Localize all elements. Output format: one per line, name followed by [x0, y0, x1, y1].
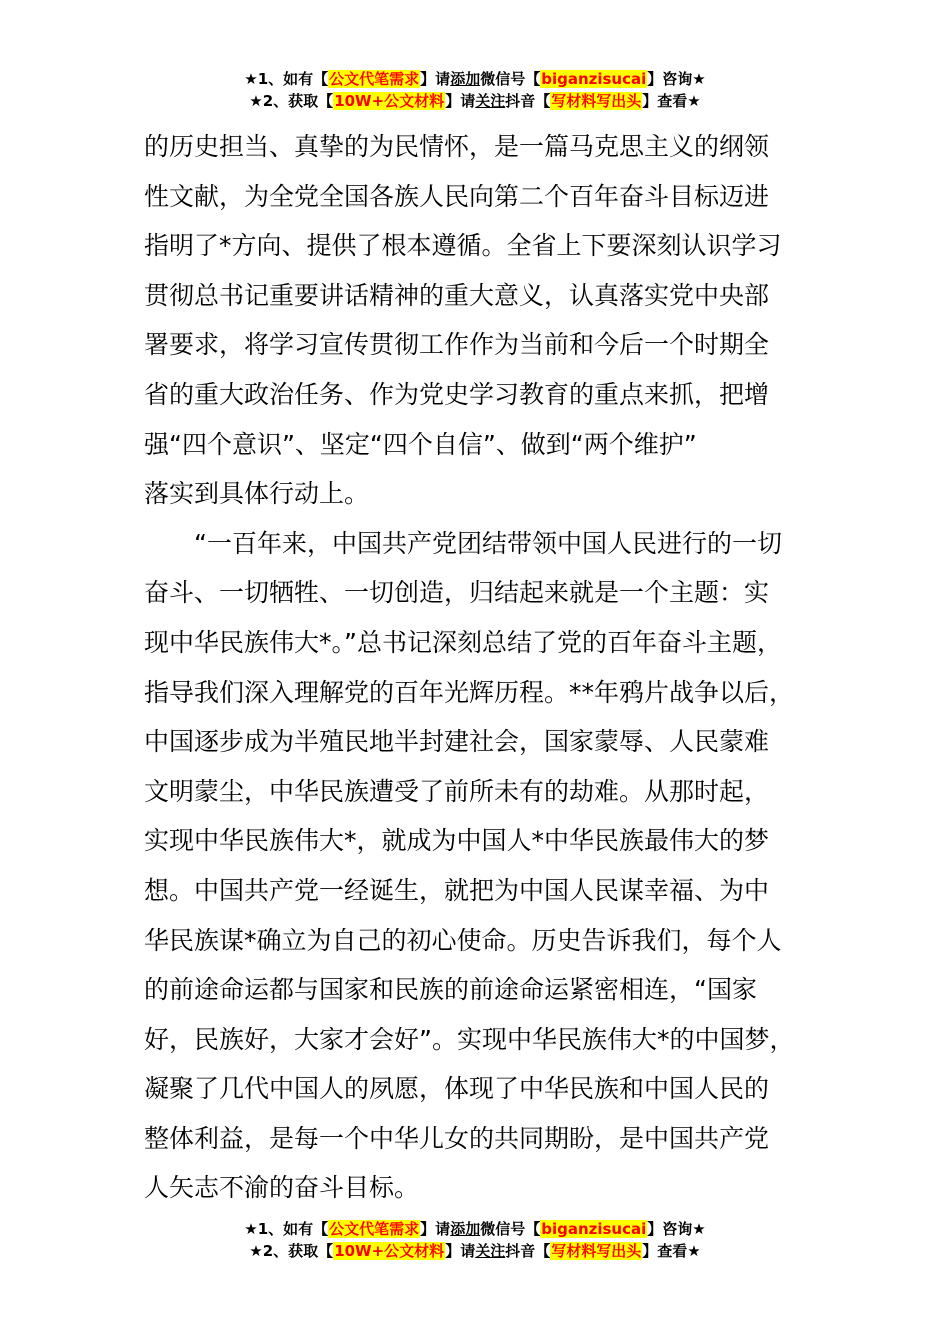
text-line: 强“四个意识”、坚定“四个自信”、做到“两个维护”: [144, 429, 697, 459]
footer-banner: [0, 1218, 950, 1262]
text-line: 指导我们深入理解党的百年光辉历程。**年鸦片战争以后，: [144, 677, 795, 707]
text-line: 署要求，将学习宣传贯彻工作作为当前和今后一个时期全: [144, 330, 770, 360]
banner-text: ★2、获取【: [249, 1242, 334, 1260]
text-line: 省的重大政治任务、作为党史学习教育的重点来抓，把增: [144, 379, 770, 409]
banner-text: 】请: [420, 70, 451, 88]
text-line: 凝聚了几代中国人的夙愿，体现了中华民族和中国人民的: [144, 1074, 770, 1104]
text-line: 现中华民族伟大*。”总书记深刻总结了党的百年奋斗主题，: [144, 627, 782, 657]
highlight-materials: 10W+公文材料: [334, 1242, 445, 1260]
highlight-douyin: 写材料写出头: [551, 92, 642, 110]
banner-text: 微信号【: [480, 70, 541, 88]
banner-text: 】请: [445, 92, 476, 110]
banner-underlined: 添加: [450, 1220, 481, 1238]
banner-text: ★2、获取【: [249, 92, 334, 110]
banner-underlined: 关注: [475, 1242, 506, 1260]
text-line: 人矢志不渝的奋斗目标。: [144, 1173, 420, 1203]
text-line: 实现中华民族伟大*，就成为中国人*中华民族最伟大的梦: [144, 826, 770, 856]
banner-text: 】查看★: [642, 1242, 701, 1260]
banner-text: 微信号【: [480, 1220, 541, 1238]
banner-underlined: 关注: [475, 92, 506, 110]
text-line: 文明蒙尘，中华民族遭受了前所未有的劫难。从那时起，: [144, 776, 770, 806]
banner-text: 】请: [420, 1220, 451, 1238]
highlight-wechat-id: biganzisucai: [541, 70, 647, 88]
text-line: 的历史担当、真挚的为民情怀，是一篇马克思主义的纲领: [144, 132, 770, 161]
highlight-materials: 10W+公文材料: [334, 92, 445, 110]
text-line: 指明了*方向、提供了根本遵循。全省上下要深刻认识学习: [144, 231, 782, 261]
text-line: 想。中国共产党一经诞生，就把为中国人民谋幸福、为中: [144, 875, 770, 905]
banner-line-2: [0, 90, 950, 112]
document-body: [144, 122, 834, 1213]
banner-text: 抖音【: [505, 92, 551, 110]
text-line: 贯彻总书记重要讲话精神的重大意义，认真落实党中央部: [144, 280, 770, 310]
header-banner: [0, 68, 950, 112]
text-line: 整体利益，是每一个中华儿女的共同期盼，是中国共产党: [144, 1123, 770, 1153]
banner-text: ★1、如有【: [244, 1220, 329, 1238]
banner-line-1: [0, 1218, 950, 1240]
banner-text: 】咨询★: [647, 70, 706, 88]
text-line: 中国逐步成为半殖民地半封建社会，国家蒙辱、人民蒙难: [144, 727, 770, 757]
banner-underlined: 添加: [450, 70, 481, 88]
text-line: 华民族谋*确立为自己的初心使命。历史告诉我们，每个人: [144, 925, 782, 955]
banner-text: 】请: [445, 1242, 476, 1260]
banner-line-2: [0, 1240, 950, 1262]
highlight-service: 公文代笔需求: [329, 70, 420, 88]
banner-line-1: [0, 68, 950, 90]
banner-text: ★1、如有【: [244, 70, 329, 88]
highlight-service: 公文代笔需求: [329, 1220, 420, 1238]
banner-text: 】查看★: [642, 92, 701, 110]
text-line: 奋斗、一切牺牲、一切创造，归结起来就是一个主题：实: [144, 578, 770, 608]
text-line: 好，民族好，大家才会好”。实现中华民族伟大*的中国梦，: [144, 1024, 795, 1054]
banner-text: 】咨询★: [647, 1220, 706, 1238]
text-line: 的前途命运都与国家和民族的前途命运紧密相连，“国家: [144, 975, 757, 1005]
text-line: 性文献，为全党全国各族人民向第二个百年奋斗目标迈进: [144, 181, 770, 211]
text-line: “一百年来，中国共产党团结带领中国人民进行的一切: [194, 528, 782, 558]
text-line: 落实到具体行动上。: [144, 479, 370, 509]
highlight-douyin: 写材料写出头: [551, 1242, 642, 1260]
highlight-wechat-id: biganzisucai: [541, 1220, 647, 1238]
banner-text: 抖音【: [505, 1242, 551, 1260]
